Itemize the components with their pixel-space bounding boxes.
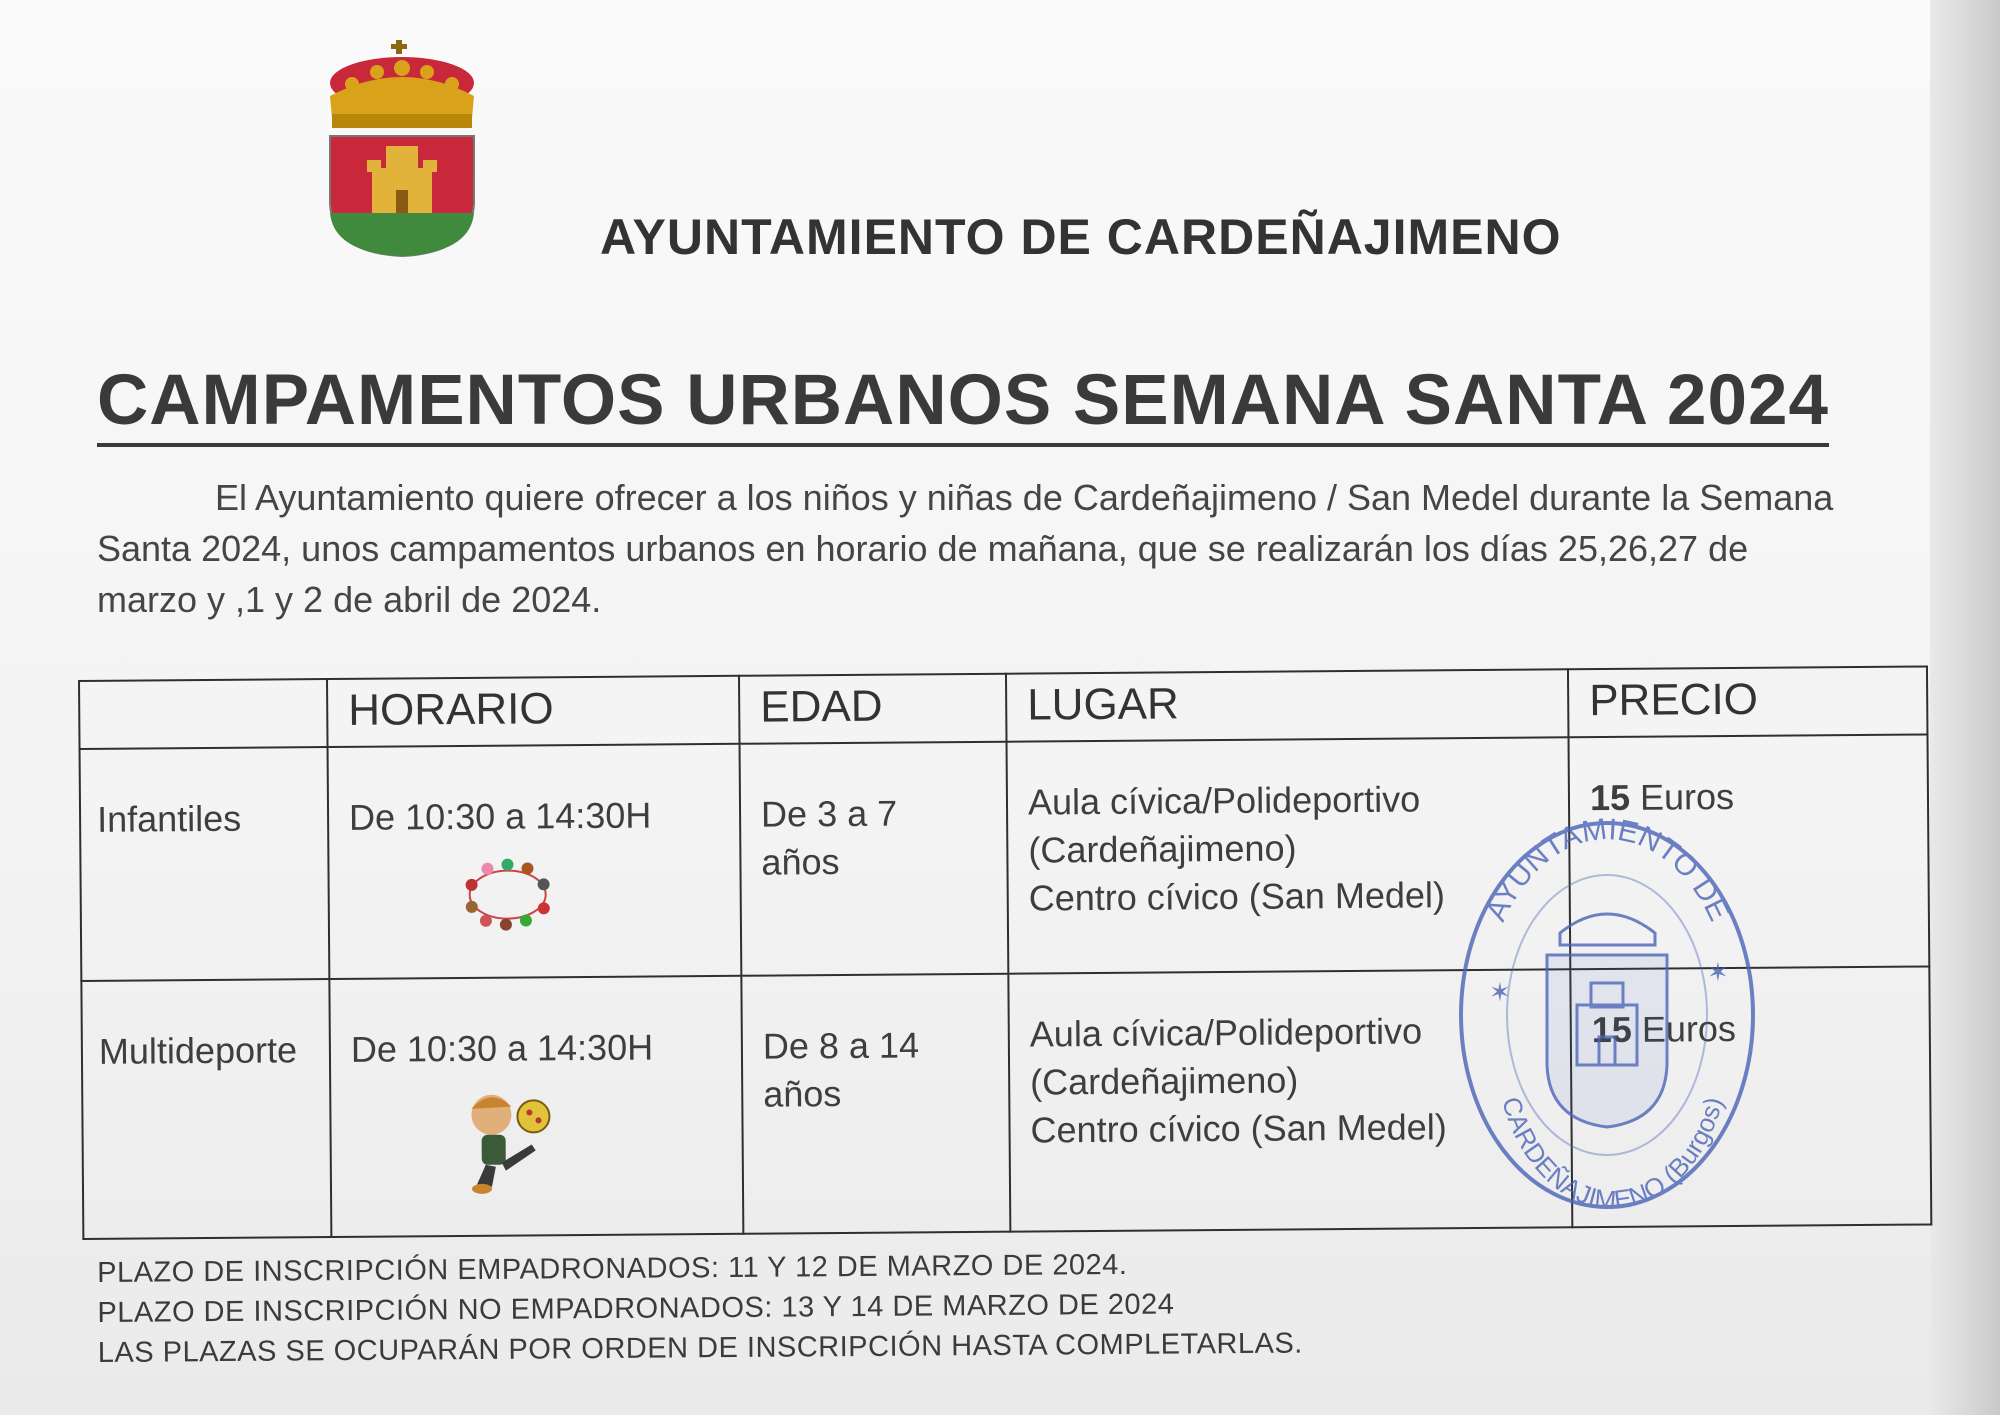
table-row: [81, 966, 1931, 1239]
table-row: [80, 734, 1930, 981]
lugar-line-3: Centro cívico (San Medel): [1030, 1106, 1447, 1151]
svg-text:✶: ✶: [1707, 957, 1729, 987]
lugar-line-2: (Cardeñajimeno): [1028, 827, 1297, 871]
row-name: Infantiles: [80, 747, 330, 981]
page-title: CAMPAMENTOS URBANOS SEMANA SANTA 2024: [97, 360, 1829, 447]
edad-line-1: De 8 a 14: [762, 1024, 920, 1067]
children-circle-icon: [459, 854, 556, 931]
boy-football-icon: [461, 1086, 558, 1197]
edad-line-2: años: [763, 1073, 842, 1115]
precio-number: 15: [1591, 1008, 1632, 1051]
lugar-line-3: Centro cívico (San Medel): [1028, 874, 1446, 919]
header-cell-edad: EDAD: [739, 674, 1007, 744]
row-lugar: [1007, 737, 1571, 973]
stamp-text-top: AYUNTAMIENTO DE: [1479, 815, 1736, 927]
row-precio: [1568, 734, 1929, 969]
row-edad: [741, 974, 1010, 1234]
header-cell-precio: PRECIO: [1568, 666, 1928, 737]
crown: [330, 40, 474, 128]
precio-number: 15: [1589, 776, 1631, 819]
header-cell-empty: [79, 679, 328, 749]
lugar-line-2: (Cardeñajimeno): [1030, 1059, 1299, 1103]
svg-text:✶: ✶: [1489, 977, 1511, 1007]
row-lugar: [1008, 969, 1572, 1231]
footer-line-2: PLAZO DE INSCRIPCIÓN NO EMPADRONADOS: 13 Y 14 DE MARZO DE 2024: [97, 1288, 1175, 1329]
edad-line-1: De 3 a 7: [760, 792, 898, 835]
precio-unit: Euros: [1631, 1007, 1737, 1050]
row-horario: [328, 744, 742, 979]
lugar-line-1: Aula cívica/Polideportivo: [1029, 1010, 1423, 1055]
footer-line-3: LAS PLAZAS SE OCUPARÁN POR ORDEN DE INSCRIPCIÓN HASTA COMPLETARLAS.: [97, 1327, 1303, 1369]
row-edad: [740, 742, 1009, 976]
intro-paragraph: [97, 472, 1857, 625]
horario-text: De 10:30 a 14:30H: [348, 794, 652, 838]
camps-table: [78, 665, 1932, 1240]
stamp-text-bottom: CARDEÑAJIMENO (Burgos): [1495, 1093, 1729, 1215]
lugar-line-1: Aula cívica/Polideportivo: [1027, 778, 1421, 823]
paper-edge-shadow: [1930, 0, 2000, 1415]
row-name: Multideporte: [81, 979, 331, 1239]
intro-text: El Ayuntamiento quiere ofrecer a los niños y niñas de Cardeñajimeno / San Medel durante la Semana Santa 2024, unos campamentos urbanos en horario de mañana, que se realizarán los días 25,26,27 de marzo y ,1 y 2 de abril de 2024.: [97, 477, 1834, 620]
footer-line-1: PLAZO DE INSCRIPCIÓN EMPADRONADOS: 11 Y 12 DE MARZO DE 2024.: [97, 1248, 1128, 1289]
shield: [330, 136, 474, 256]
row-precio: [1570, 966, 1931, 1227]
organization-name: AYUNTAMIENTO DE CARDEÑAJIMENO: [600, 209, 1562, 265]
header-cell-horario: HORARIO: [327, 676, 740, 747]
precio-unit: Euros: [1629, 775, 1735, 818]
registration-notes: [97, 1244, 1303, 1373]
row-horario: [329, 976, 743, 1237]
edad-line-2: años: [761, 841, 840, 883]
horario-text: De 10:30 a 14:30H: [350, 1026, 654, 1070]
coat-of-arms-icon: [322, 38, 482, 258]
header-cell-lugar: LUGAR: [1006, 669, 1569, 741]
